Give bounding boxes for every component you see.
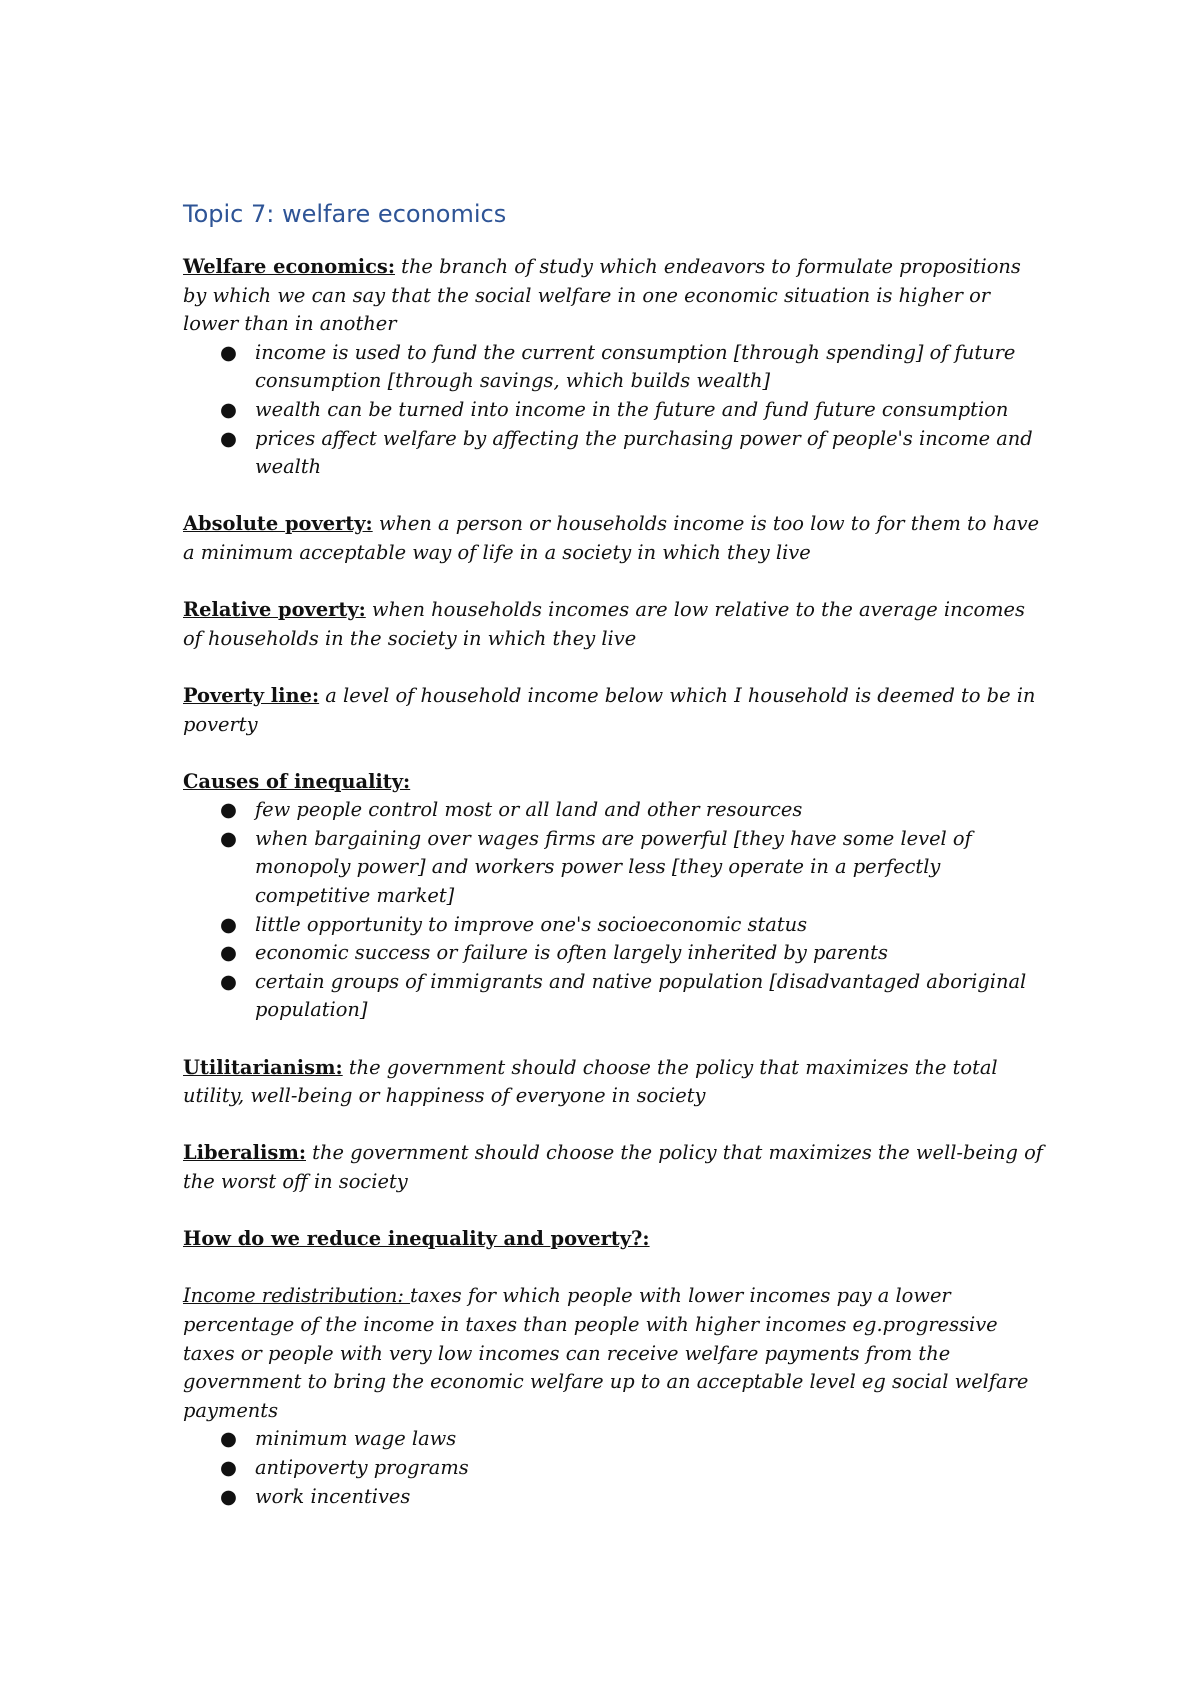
list-item: ● work incentives [183, 1483, 1043, 1512]
reduce-heading [183, 1225, 1043, 1254]
list-item: ● prices affect welfare by affecting the purchasing power of people's income and wealth [220, 426, 1033, 479]
income-redistribution-def: taxes for which people with lower incomes pay a lower percentage of the income in taxes than people with higher incomes eg.progressive taxes or people with very low incomes can receive welfare payments from the government to bring the economic welfare up to an acceptable level eg social welfare payments [183, 1284, 1029, 1422]
relative-poverty-definition [183, 596, 1043, 653]
liberalism-def: the government should choose the policy that maximizes the well-being of the worst off in society [183, 1141, 1043, 1193]
bullet-icon: ● [220, 912, 237, 936]
list-item: ● little opportunity to improve one's socioeconomic status [183, 911, 1043, 940]
welfare-definition [183, 253, 1043, 339]
list-item: ● minimum wage laws [183, 1425, 1043, 1454]
poverty-line-def: a level of household income below which I household is deemed to be in poverty [183, 683, 1036, 736]
poverty-line-term: Poverty line: [183, 683, 320, 707]
welfare-term: Welfare economics: [183, 255, 395, 278]
bullet-icon: ● [220, 340, 237, 364]
list-item: ● few people control most or all land and other resources [183, 796, 1043, 825]
causes-term: Causes of inequality: [183, 769, 411, 793]
bullet-icon: ● [220, 826, 237, 850]
utilitarianism-def: the government should choose the policy that maximizes the total utility, well-being or happiness of everyone in society [183, 1055, 998, 1108]
bullet-icon: ● [220, 798, 237, 822]
list-item: ● antipoverty programs [183, 1454, 1043, 1483]
welfare-list [183, 339, 1043, 482]
liberalism-definition [183, 1139, 1043, 1196]
reduce-list [183, 1425, 1043, 1511]
list-item: ● wealth can be turned into income in the future and fund future consumption [183, 396, 1043, 425]
absolute-poverty-definition [183, 510, 1043, 567]
utilitarianism-definition [183, 1054, 1043, 1111]
document-body [183, 196, 1043, 1511]
list-item: ● income is used to fund the current consumption [through spending] of future consumption [through savings, which builds wealth] [220, 340, 1016, 393]
list-item: ● economic success or failure is often largely inherited by parents [183, 939, 1043, 968]
income-redistribution-term: Income redistribution: [183, 1284, 411, 1308]
utilitarianism-term: Utilitarianism: [183, 1055, 343, 1079]
welfare-def: the branch of study which endeavors to formulate propositions by which we can say that the social welfare in one economic situation is higher or lower than in another [183, 255, 1021, 336]
bullet-icon: ● [220, 941, 237, 965]
list-item: ● when bargaining over wages firms are powerful [they have some level of monopoly power] and workers power less [they operate in a perfectly competitive market] [220, 826, 972, 908]
liberalism-term: Liberalism: [183, 1141, 306, 1165]
income-redistribution-definition [183, 1282, 1043, 1425]
bullet-icon: ● [220, 1427, 237, 1451]
causes-list [183, 796, 1043, 1025]
reduce-term: How do we reduce inequality and poverty?: [183, 1227, 650, 1251]
list-item: ● certain groups of immigrants and native population [disadvantaged aboriginal population] [220, 969, 1027, 1022]
poverty-line-definition [183, 682, 1043, 739]
relative-poverty-term: Relative poverty: [183, 598, 366, 622]
bullet-icon: ● [220, 1455, 237, 1479]
bullet-icon: ● [220, 426, 237, 450]
page-title: Topic 7: welfare economics [183, 200, 507, 228]
causes-heading [183, 768, 1043, 797]
absolute-poverty-def: when a person or households income is too low to for them to have a minimum acceptable way of life in a society in which they live [183, 512, 1040, 564]
bullet-icon: ● [220, 969, 237, 993]
bullet-icon: ● [220, 397, 237, 421]
absolute-poverty-term: Absolute poverty: [183, 512, 373, 536]
bullet-icon: ● [220, 1484, 237, 1508]
relative-poverty-def: when households incomes are low relative to the average incomes of households in the society in which they live [183, 598, 1025, 650]
